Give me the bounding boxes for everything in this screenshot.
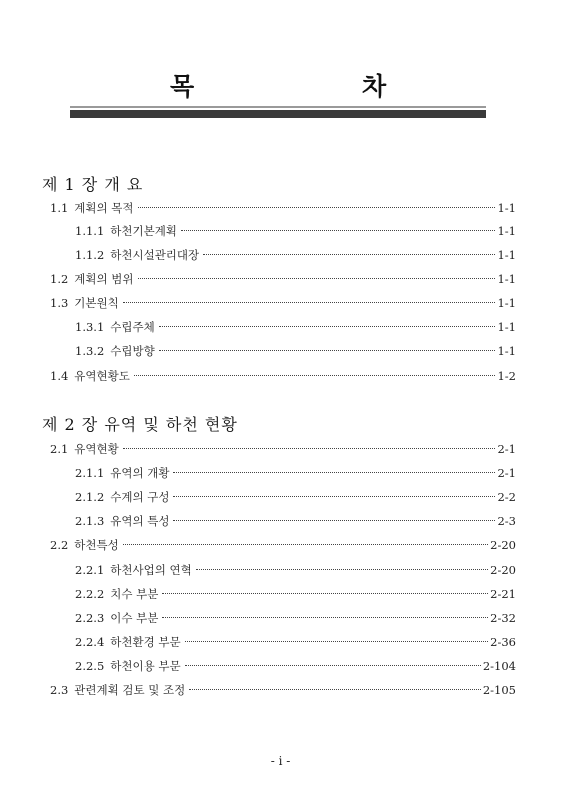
dot-leader	[123, 448, 496, 449]
toc-entry-1-4[interactable]	[50, 367, 516, 385]
toc-entry-label: 계획의 범위	[74, 272, 134, 286]
toc-entry-page: 2-20	[490, 563, 516, 577]
toc-entry-number: 1.3	[50, 296, 69, 310]
dot-leader	[173, 472, 495, 473]
toc-entry-page: 2-1	[497, 442, 516, 456]
toc-entry-page: 2-36	[490, 635, 516, 649]
toc-entry-number: 1.1	[50, 201, 69, 215]
dot-leader	[138, 207, 496, 208]
toc-entry-label: 하천환경 부문	[110, 635, 181, 649]
toc-entry-2-2-2[interactable]	[75, 585, 516, 603]
toc-entry-label: 유역의 특성	[110, 514, 170, 528]
dot-leader	[134, 375, 496, 376]
toc-entry-label: 하천시설관리대장	[110, 248, 200, 262]
toc-entry-label: 하천기본계획	[110, 224, 177, 238]
toc-entry-1-1-2[interactable]	[75, 246, 516, 264]
toc-entry-page: 2-2	[497, 490, 516, 504]
toc-title-left-char: 목	[170, 72, 195, 101]
dot-leader	[196, 569, 488, 570]
toc-entry-2-2-3[interactable]	[75, 609, 516, 627]
dot-leader	[203, 254, 495, 255]
toc-entry-number: 2.1.2	[75, 490, 105, 504]
toc-entry-label: 하천특성	[74, 538, 119, 552]
toc-entry-label: 유역의 개황	[110, 466, 170, 480]
toc-entry-page: 1-1	[497, 296, 516, 310]
toc-entry-label: 유역현황	[74, 442, 119, 456]
toc-entry-2-1-1[interactable]	[75, 464, 516, 482]
toc-title-right-char: 차	[362, 72, 387, 101]
toc-entry-number: 1.3.2	[75, 344, 105, 358]
toc-entry-label: 관련계획 검토 및 조정	[74, 683, 186, 697]
toc-entry-1-3-2[interactable]	[75, 342, 516, 360]
toc-entry-page: 1-1	[497, 344, 516, 358]
toc-entry-number: 2.2.5	[75, 659, 105, 673]
toc-entry-2-3[interactable]	[50, 681, 516, 699]
toc-entry-page: 2-3	[497, 514, 516, 528]
toc-entry-number: 2.3	[50, 683, 69, 697]
toc-entry-page: 1-1	[497, 272, 516, 286]
toc-entry-page: 2-21	[490, 587, 516, 601]
dot-leader	[159, 350, 496, 351]
toc-entry-page: 2-105	[482, 683, 516, 697]
toc-entry-number: 2.2	[50, 538, 69, 552]
dot-leader	[138, 278, 496, 279]
toc-entry-1-3-1[interactable]	[75, 318, 516, 336]
toc-entry-page: 2-1	[497, 466, 516, 480]
toc-entry-page: 1-1	[497, 224, 516, 238]
dot-leader	[123, 544, 488, 545]
toc-entry-number: 1.1.1	[75, 224, 105, 238]
toc-entry-2-2-4[interactable]	[75, 633, 516, 651]
dot-leader	[173, 496, 495, 497]
toc-entry-2-1-3[interactable]	[75, 512, 516, 530]
toc-entry-label: 치수 부분	[110, 587, 159, 601]
toc-entry-label: 하천이용 부문	[110, 659, 181, 673]
toc-entry-number: 2.1	[50, 442, 69, 456]
toc-entry-number: 1.4	[50, 369, 69, 383]
toc-entry-page: 2-20	[490, 538, 516, 552]
toc-entry-label: 수립주체	[110, 320, 155, 334]
toc-entry-page: 1-1	[497, 320, 516, 334]
toc-entry-page: 1-1	[497, 248, 516, 262]
toc-entry-label: 하천사업의 연혁	[110, 563, 192, 577]
toc-entry-number: 2.2.3	[75, 611, 105, 625]
toc-entry-page: 2-32	[490, 611, 516, 625]
toc-entry-2-1[interactable]	[50, 440, 516, 458]
dot-leader	[185, 665, 481, 666]
toc-title	[70, 70, 486, 104]
toc-entry-1-1-1[interactable]	[75, 222, 516, 240]
toc-entry-1-3[interactable]	[50, 294, 516, 312]
toc-entry-label: 기본원칙	[74, 296, 119, 310]
dot-leader	[185, 641, 489, 642]
toc-entry-number: 2.1.1	[75, 466, 105, 480]
toc-entry-number: 2.2.1	[75, 563, 105, 577]
dot-leader	[173, 520, 495, 521]
title-underline-thin	[70, 106, 486, 108]
page-number: - i -	[270, 754, 291, 768]
toc-entry-2-2[interactable]	[50, 536, 516, 554]
toc-entry-label: 계획의 목적	[74, 201, 134, 215]
dot-leader	[162, 593, 488, 594]
toc-entry-number: 2.2.4	[75, 635, 105, 649]
toc-entry-2-2-1[interactable]	[75, 561, 516, 579]
toc-entry-number: 1.2	[50, 272, 69, 286]
dot-leader	[181, 230, 496, 231]
dot-leader	[162, 617, 488, 618]
dot-leader	[123, 302, 496, 303]
toc-entry-1-2[interactable]	[50, 270, 516, 288]
toc-entry-2-1-2[interactable]	[75, 488, 516, 506]
toc-entry-page: 1-1	[497, 201, 516, 215]
chapter-2-heading: 제 2 장 유역 및 하천 현황	[42, 415, 238, 434]
toc-entry-label: 유역현황도	[74, 369, 130, 383]
title-underline-bar	[70, 110, 486, 118]
toc-entry-2-2-5[interactable]	[75, 657, 516, 675]
toc-entry-number: 1.1.2	[75, 248, 105, 262]
toc-entry-1-1[interactable]	[50, 199, 516, 217]
toc-entry-number: 2.1.3	[75, 514, 105, 528]
toc-entry-page: 1-2	[497, 369, 516, 383]
toc-entry-page: 2-104	[482, 659, 516, 673]
toc-entry-number: 2.2.2	[75, 587, 105, 601]
chapter-1-heading: 제 1 장 개 요	[42, 175, 144, 194]
toc-entry-label: 수계의 구성	[110, 490, 170, 504]
toc-entry-number: 1.3.1	[75, 320, 105, 334]
toc-entry-label: 수립방향	[110, 344, 155, 358]
toc-entry-label: 이수 부분	[110, 611, 159, 625]
dot-leader	[159, 326, 496, 327]
dot-leader	[189, 689, 481, 690]
